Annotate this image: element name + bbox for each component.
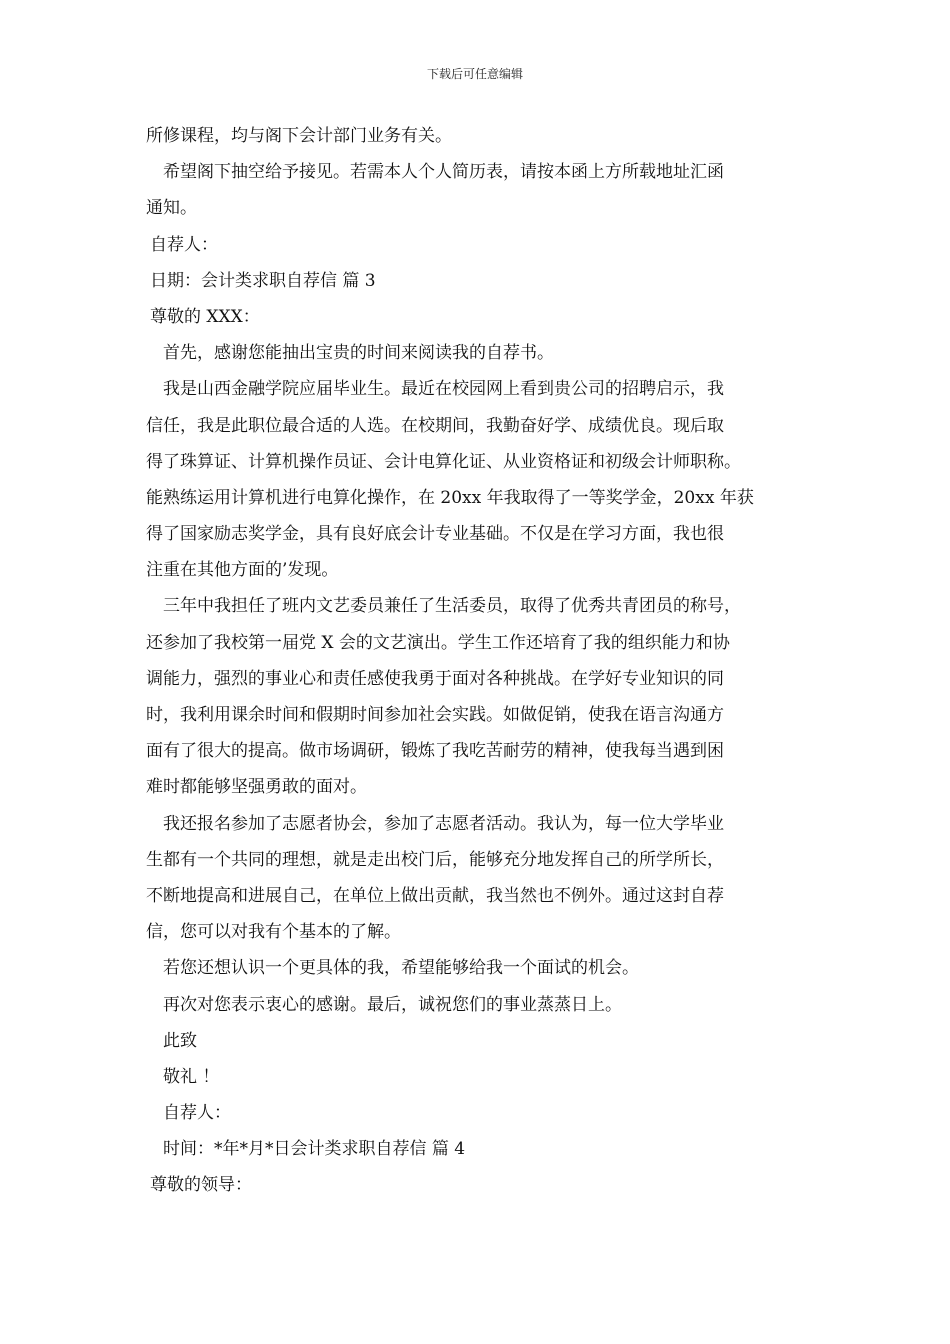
closing-line: 敬礼 ！ xyxy=(163,1066,220,1087)
text-line: 得了珠算证、计算机操作员证、会计电算化证、从业资格证和初级会计师职称。 xyxy=(146,451,741,472)
text-line: 能熟练运用计算机进行电算化操作，在 20xx 年我取得了一等奖学金，20xx 年获 xyxy=(146,487,754,508)
signature-label: 自荐人： xyxy=(150,234,218,255)
text-line: 三年中我担任了班内文艺委员兼任了生活委员，取得了优秀共青团员的称号， xyxy=(163,596,741,617)
text-line: 所修课程，均与阁下会计部门业务有关。 xyxy=(146,126,452,146)
text-line: 注重在其他方面的’发现。 xyxy=(146,560,339,581)
text-line: 通知。 xyxy=(146,198,197,219)
closing-line: 此致 xyxy=(163,1030,197,1051)
salutation: 尊敬的 XXX： xyxy=(150,306,260,327)
text-line: 我是山西金融学院应届毕业生。最近在校园网上看到贵公司的招聘启示，我 xyxy=(163,379,724,400)
page-header: 下载后可任意编辑 xyxy=(426,67,523,81)
date-line: 时间：*年*月*日会计类求职自荐信 篇 4 xyxy=(163,1139,466,1160)
text-line: 得了国家励志奖学金，具有良好底会计专业基础。不仅是在学习方面，我也很 xyxy=(146,524,724,545)
text-line: 难时都能够坚强勇敢的面对。 xyxy=(146,777,367,798)
text-line: 生都有一个共同的理想，就是走出校门后，能够充分地发挥自己的所学所长， xyxy=(146,849,724,870)
text-line: 信任，我是此职位最合适的人选。在校期间，我勤奋好学、成绩优良。现后取 xyxy=(146,415,724,436)
text-line: 调能力，强烈的事业心和责任感使我勇于面对各种挑战。在学好专业知识的同 xyxy=(146,668,724,689)
date-line: 日期：会计类求职自荐信 篇 3 xyxy=(150,270,376,291)
text-line: 不断地提高和进展自己，在单位上做出贡献，我当然也不例外。通过这封自荐 xyxy=(146,885,724,906)
text-line: 还参加了我校第一届党 X 会的文艺演出。学生工作还培育了我的组织能力和协 xyxy=(146,632,730,653)
text-line: 面有了很大的提高。做市场调研，锻炼了我吃苦耐劳的精神，使我每当遇到困 xyxy=(146,741,724,762)
signature-label: 自荐人： xyxy=(163,1103,231,1124)
text-line: 再次对您表示衷心的感谢。最后，诚祝您们的事业蒸蒸日上。 xyxy=(163,994,622,1015)
salutation: 尊敬的领导： xyxy=(150,1175,252,1196)
text-line: 时，我利用课余时间和假期时间参加社会实践。如做促销，使我在语言沟通方 xyxy=(146,705,724,725)
text-line: 我还报名参加了志愿者协会，参加了志愿者活动。我认为，每一位大学毕业 xyxy=(163,813,724,834)
text-line: 希望阁下抽空给予接见。若需本人个人简历表，请按本函上方所载地址汇函 xyxy=(163,162,724,183)
text-line: 若您还想认识一个更具体的我，希望能够给我一个面试的机会。 xyxy=(163,958,639,979)
text-line: 信，您可以对我有个基本的了解。 xyxy=(146,922,401,943)
text-line: 首先，感谢您能抽出宝贵的时间来阅读我的自荐书。 xyxy=(163,343,554,364)
letter-body xyxy=(146,118,826,1204)
